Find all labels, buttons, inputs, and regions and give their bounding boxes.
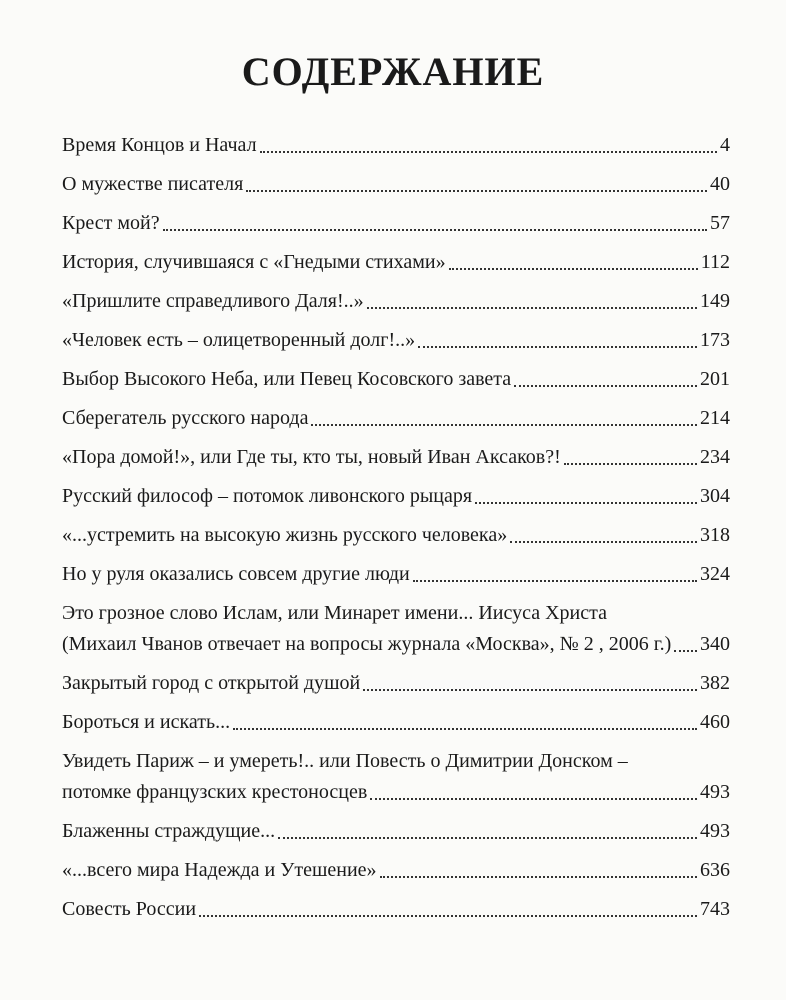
toc-entry [62, 746, 730, 816]
toc-entry-page: 40 [710, 173, 730, 195]
toc-entry-title-line1: Это грозное слово Ислам, или Минарет имени... Иисуса Христа [62, 602, 607, 624]
toc-entry [62, 668, 730, 707]
toc-entry-title: потомке французских крестоносцев [62, 781, 368, 803]
dot-leader [510, 540, 697, 543]
toc-entry-title: Блаженны страждущие... [62, 820, 276, 842]
toc-entry-title: «...устремить на высокую жизнь русского человека» [62, 524, 508, 546]
toc-entry [62, 130, 730, 169]
toc-entry-title: Но у руля оказались совсем другие люди [62, 563, 410, 585]
toc-entry-page: 493 [700, 820, 730, 842]
toc-entry-page: 234 [700, 446, 730, 468]
toc-entry-page: 304 [700, 485, 730, 507]
dot-leader [367, 306, 697, 309]
toc-entry [62, 247, 730, 286]
toc-entry-page: 493 [700, 781, 730, 803]
toc-entry-page: 324 [700, 563, 730, 585]
dot-leader [418, 345, 697, 348]
toc-entry [62, 559, 730, 598]
toc-entry-title: «Пришлите справедливого Даля!..» [62, 290, 364, 312]
toc-entry-page: 57 [710, 212, 730, 234]
dot-leader [674, 649, 697, 652]
toc-entry [62, 442, 730, 481]
dot-leader [370, 797, 697, 800]
toc-entry-title: Время Концов и Начал [62, 134, 257, 156]
toc-entry-title: Бороться и искать... [62, 711, 231, 733]
dot-leader [564, 462, 697, 465]
dot-leader [380, 875, 697, 878]
toc-entry-title: «Пора домой!», или Где ты, кто ты, новый Иван Аксаков?! [62, 446, 561, 468]
table-of-contents [62, 130, 730, 933]
toc-entry-page: 201 [700, 368, 730, 390]
toc-entry-page: 112 [700, 251, 730, 273]
toc-entry-page: 149 [700, 290, 730, 312]
toc-entry-page: 636 [700, 859, 730, 881]
toc-entry [62, 855, 730, 894]
toc-entry [62, 403, 730, 442]
toc-entry-title: Закрытый город с открытой душой [62, 672, 361, 694]
dot-leader [163, 228, 707, 231]
dot-leader [278, 836, 697, 839]
toc-entry-title: Сберегатель русского народа [62, 407, 309, 429]
toc-entry [62, 364, 730, 403]
dot-leader [413, 579, 697, 582]
dot-leader [260, 150, 717, 153]
toc-entry-page: 743 [700, 898, 730, 920]
toc-entry-title: (Михаил Чванов отвечает на вопросы журнала «Москва», № 2 , 2006 г.) [62, 633, 672, 655]
dot-leader [246, 189, 707, 192]
toc-entry-title: Выбор Высокого Неба, или Певец Косовского завета [62, 368, 512, 390]
toc-entry-title: История, случившаяся с «Гнедыми стихами» [62, 251, 446, 273]
dot-leader [514, 384, 697, 387]
toc-entry [62, 169, 730, 208]
toc-entry [62, 598, 730, 668]
toc-entry-title: «...всего мира Надежда и Утешение» [62, 859, 377, 881]
toc-entry-title: «Человек есть – олицетворенный долг!..» [62, 329, 416, 351]
page-title: СОДЕРЖАНИЕ [241, 49, 545, 94]
toc-entry [62, 286, 730, 325]
toc-entry-page: 173 [700, 329, 730, 351]
toc-entry-title: Совесть России [62, 898, 197, 920]
toc-entry [62, 816, 730, 855]
dot-leader [199, 914, 697, 917]
dot-leader [449, 267, 698, 270]
toc-entry [62, 325, 730, 364]
toc-entry-page: 460 [700, 711, 730, 733]
toc-entry [62, 520, 730, 559]
toc-entry [62, 481, 730, 520]
toc-entry-page: 340 [700, 633, 730, 655]
dot-leader [475, 501, 697, 504]
toc-entry-title-line1: Увидеть Париж – и умереть!.. или Повесть о Димитрии Донском – [62, 750, 628, 772]
toc-entry-title: Русский философ – потомок ливонского рыцаря [62, 485, 473, 507]
toc-entry [62, 208, 730, 247]
dot-leader [363, 688, 697, 691]
toc-entry-page: 214 [700, 407, 730, 429]
dot-leader [233, 727, 697, 730]
toc-entry-page: 318 [700, 524, 730, 546]
toc-entry-title: Крест мой? [62, 212, 160, 234]
toc-entry [62, 707, 730, 746]
toc-entry-title: О мужестве писателя [62, 173, 244, 195]
toc-entry-page: 4 [720, 134, 730, 156]
dot-leader [311, 423, 697, 426]
toc-entry [62, 894, 730, 933]
toc-entry-page: 382 [700, 672, 730, 694]
